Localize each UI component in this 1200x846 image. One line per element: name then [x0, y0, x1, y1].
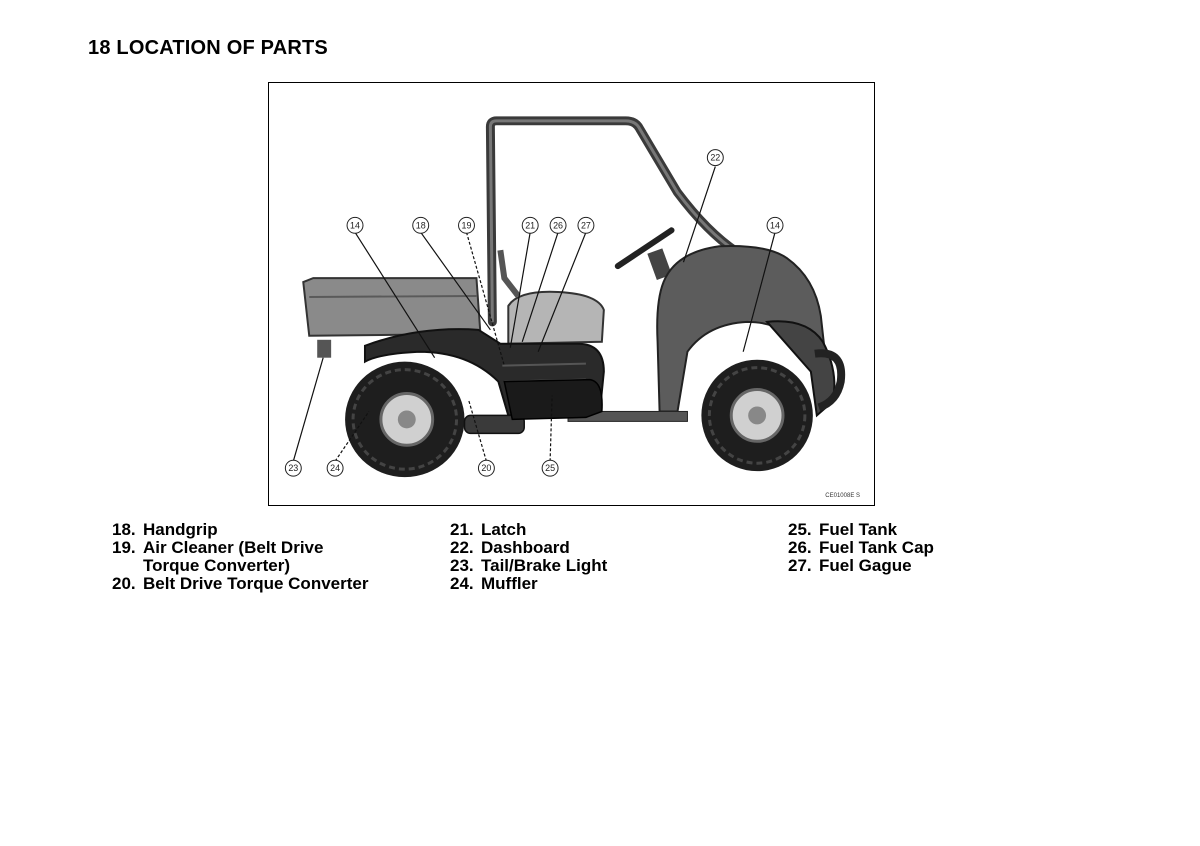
svg-text:22: 22 [710, 152, 721, 163]
svg-text:21: 21 [525, 220, 536, 231]
callout-19 [459, 217, 475, 233]
legend-label: Muffler [481, 574, 538, 593]
svg-text:20: 20 [481, 463, 492, 474]
legend-number: 18. [112, 520, 136, 539]
callout-23 [285, 460, 301, 476]
legend-label: Tail/Brake Light [481, 556, 608, 575]
legend-label: Belt Drive Torque Converter [143, 574, 369, 593]
callout-20 [478, 460, 494, 476]
legend-item [450, 575, 770, 593]
callout-25 [542, 460, 558, 476]
legend-item [112, 521, 432, 539]
legend-number: 20. [112, 574, 136, 593]
vehicle-parts-figure [268, 82, 875, 506]
legend-item [450, 539, 770, 557]
legend-number: 27. [788, 556, 812, 575]
svg-text:19: 19 [461, 220, 472, 231]
legend-label: Latch [481, 520, 527, 539]
steering-wheel [618, 230, 672, 280]
legend-item [788, 557, 1108, 575]
svg-text:14: 14 [770, 220, 781, 231]
fuel-tank [504, 380, 602, 420]
legend-label-multiline [143, 539, 323, 575]
legend-item [112, 539, 432, 575]
callout-24 [327, 460, 343, 476]
callout-21 [522, 217, 538, 233]
legend-number: 25. [788, 520, 812, 539]
legend-column-1 [112, 521, 432, 593]
callout-14-front [767, 217, 783, 233]
legend-item [788, 539, 1108, 557]
legend-label: Fuel Tank Cap [819, 538, 934, 557]
seat [500, 250, 604, 344]
legend-number: 26. [788, 538, 812, 557]
legend-item [450, 557, 770, 575]
legend-number: 21. [450, 520, 474, 539]
callout-22 [707, 150, 723, 166]
legend-column-3 [788, 521, 1108, 575]
legend-label: Fuel Tank [819, 520, 898, 539]
svg-text:23: 23 [288, 463, 299, 474]
callout-27 [578, 217, 594, 233]
legend-number: 24. [450, 574, 474, 593]
figure-code: CE01008E S [825, 493, 860, 499]
callout-18 [413, 217, 429, 233]
legend-label-continued: Torque Converter) [143, 556, 291, 575]
svg-text:25: 25 [545, 463, 556, 474]
callout-14-rear [347, 217, 363, 233]
svg-text:24: 24 [330, 463, 341, 474]
svg-text:14: 14 [350, 220, 361, 231]
svg-text:27: 27 [580, 220, 591, 231]
legend-label: Dashboard [481, 538, 570, 557]
svg-text:26: 26 [553, 220, 564, 231]
legend-label: Fuel Gague [819, 556, 912, 575]
legend-column-2 [450, 521, 770, 593]
legend-number: 22. [450, 538, 474, 557]
legend-label: Handgrip [143, 520, 218, 539]
front-wheel [701, 360, 812, 471]
legend-number: 23. [450, 556, 474, 575]
legend-item [788, 521, 1108, 539]
utility-vehicle-illustration [269, 83, 874, 505]
legend-number: 19. [112, 538, 136, 557]
legend-label: Air Cleaner (Belt Drive [143, 538, 324, 557]
legend-item [112, 575, 432, 593]
legend-item [450, 521, 770, 539]
callout-26 [550, 217, 566, 233]
svg-text:18: 18 [415, 220, 426, 231]
page-title: 18 LOCATION OF PARTS [88, 37, 328, 59]
